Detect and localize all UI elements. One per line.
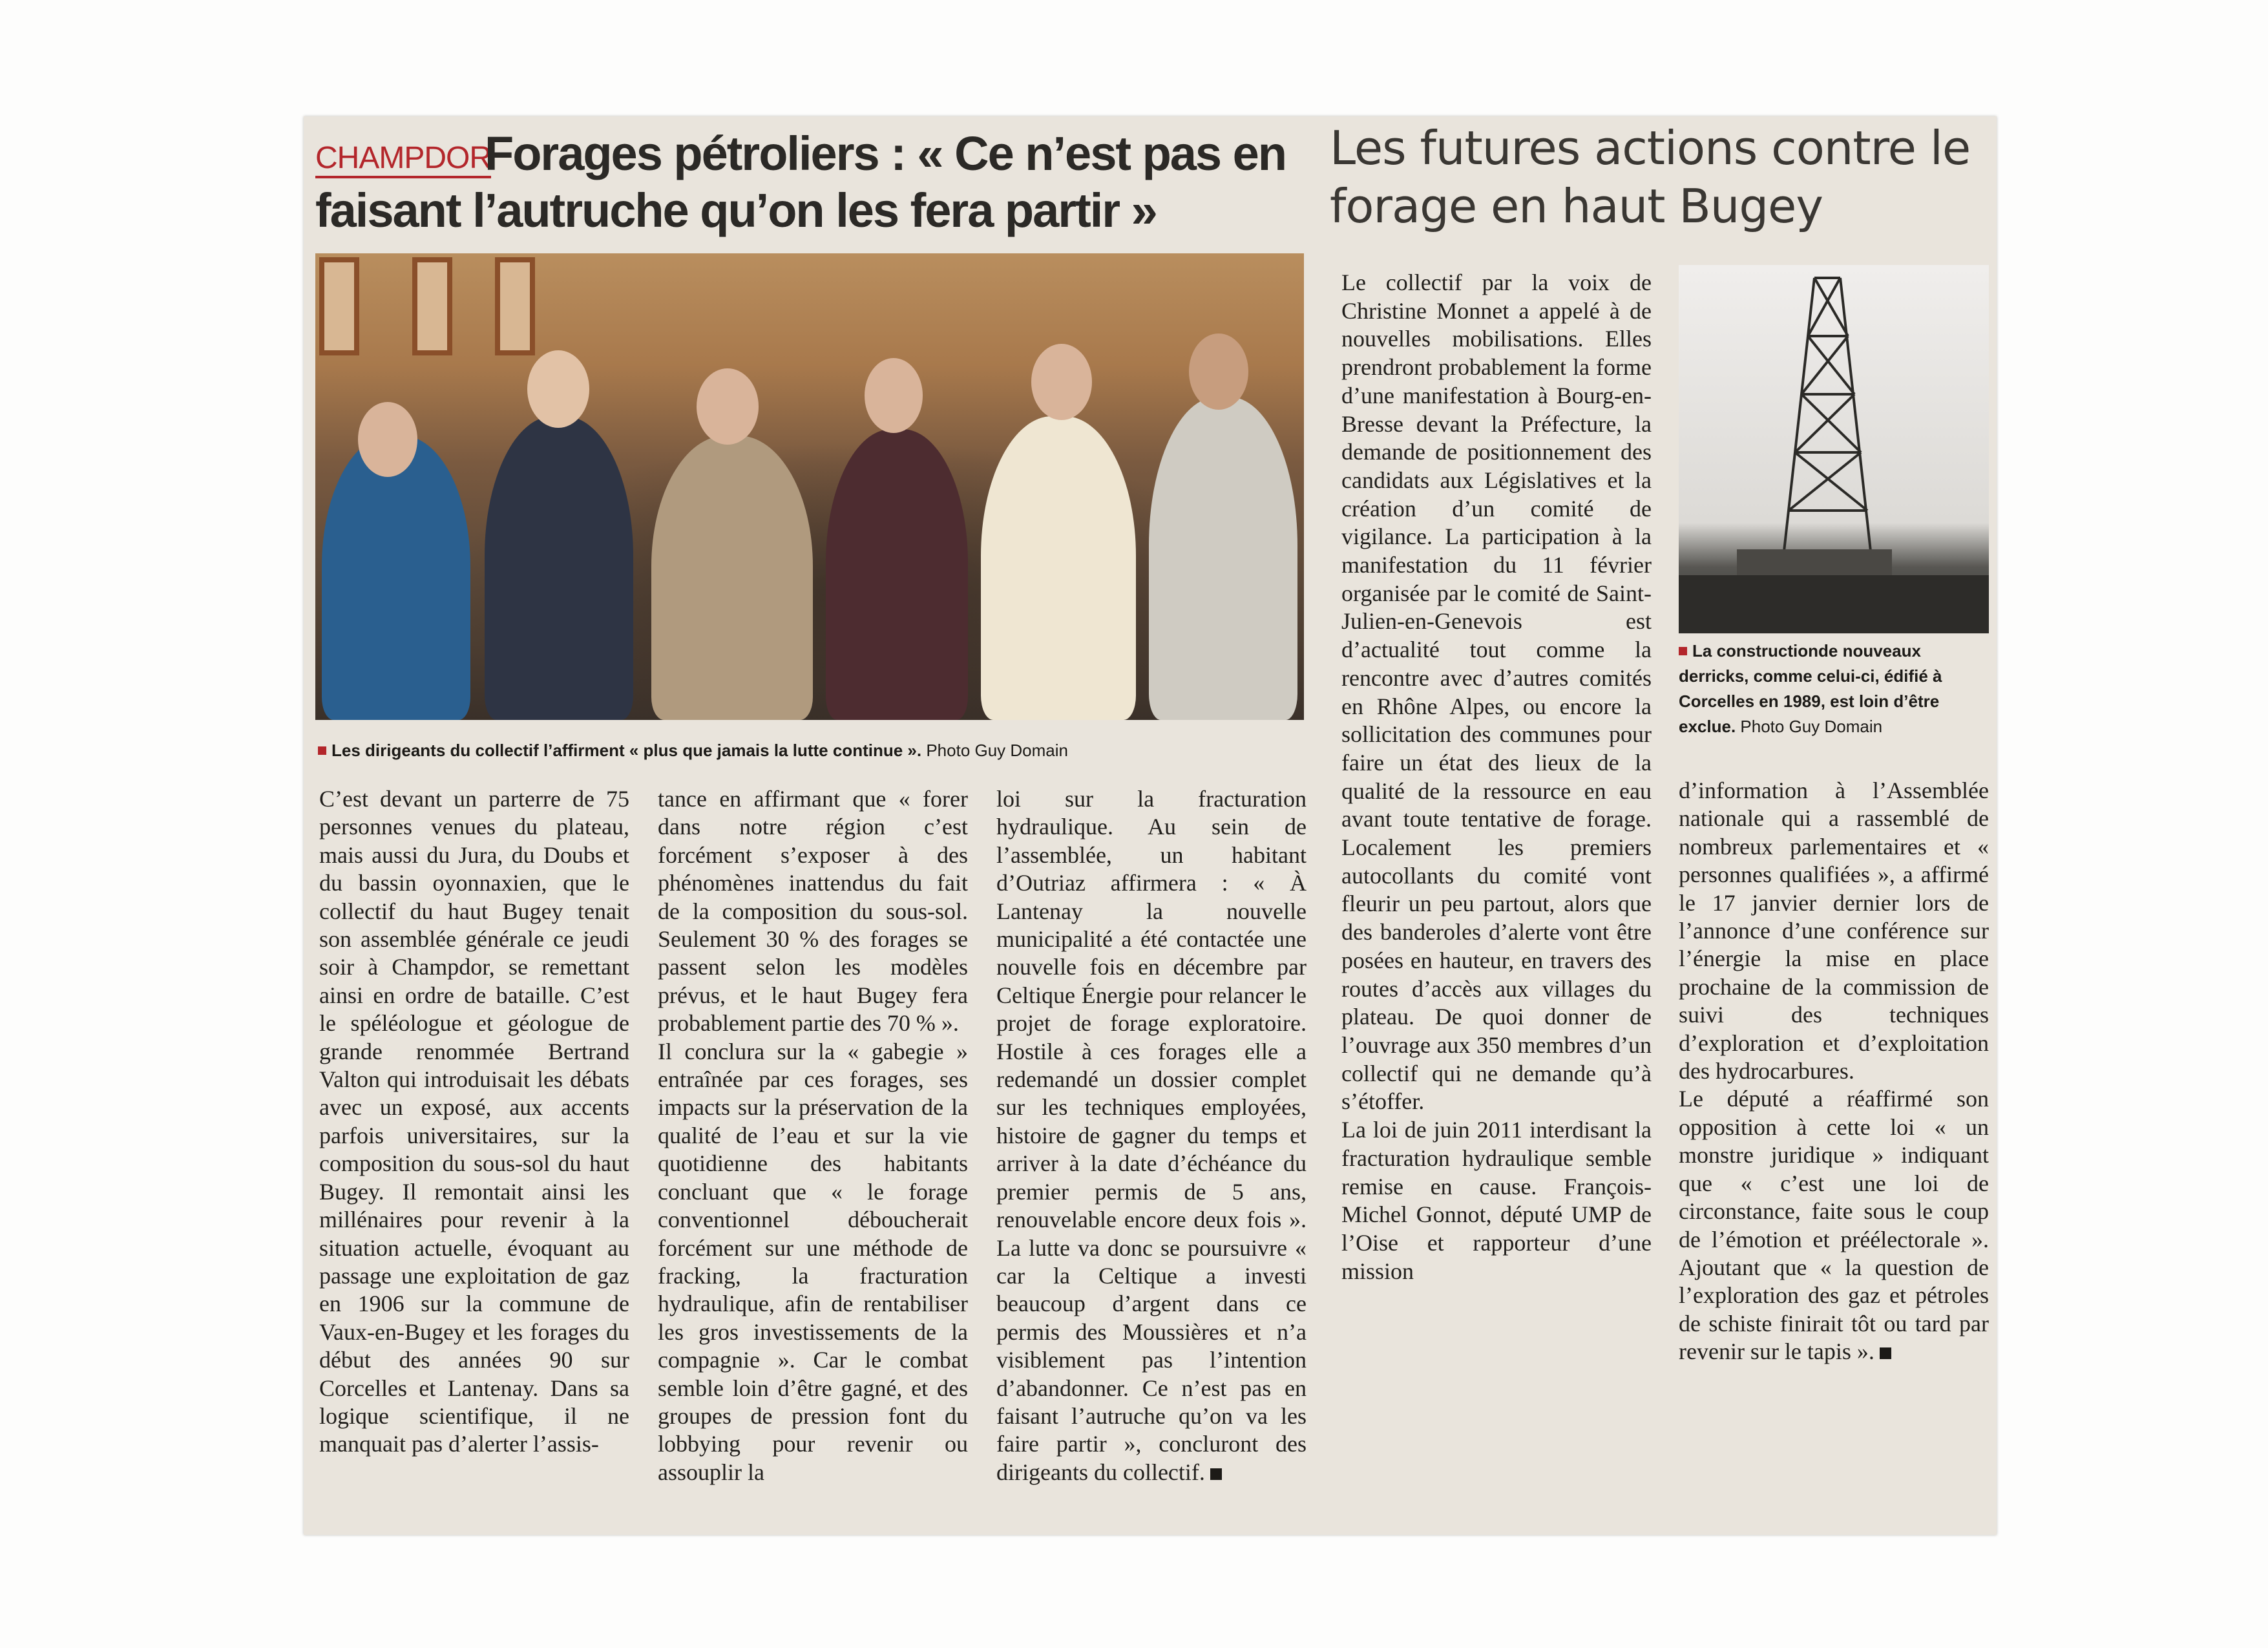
window-frame (495, 257, 535, 355)
end-mark (1880, 1347, 1891, 1359)
person-head (1031, 344, 1092, 420)
article-column-3 (996, 785, 1307, 1486)
article-paragraph: C’est devant un parterre de 75 personnes venues du plateau, mais aussi du Jura, du Doubs et du bassin oyonnaxien, que le collectif du haut Bugey tenait son assemblée générale ce jeudi soir à Champdor, se remettant ainsi en ordre de bataille. C’est le spéléologue et géologue de grande renommée Bertrand Valton qui introduisait les débats avec un exposé, aux accents parfois universitaires, sur la composition du sous-sol du haut Bugey. Il remontait ainsi les millénaires pour revenir à la situation actuelle, évoquant au passage une exploitation de gaz en 1906 sur la commune de Vaux-en-Bugey et les forages du début des années 90 sur Corcelles et Lantenay. Dans sa logique scientifique, il ne manquait pas d’alerter l’assis- (319, 786, 629, 1457)
derrick-photo (1679, 265, 1989, 633)
article-text: loi sur la fracturation hydraulique. Au sein de l’assemblée, un habitant d’Outriaz affirmera : « À Lantenay la nouvelle municipalité a été contactée une nouvelle fois en décembre par Celtique Énergie pour relancer le projet de forage exploratoire. Hostile à ces forages elle a redemandé un dossier complet sur les techniques employées, histoire de gagner du temps et arriver à la date d’échéance du premier permis de 5 ans, renouvelable encore deux fois ». La lutte va donc se poursuivre « car la Celtique a investi beaucoup d’argent dans ce permis des Moussières et n’a visiblement pas l’intention d’abandonner. Ce n’est pas en faisant l’autruche qu’on va les faire partir », concluront des dirigeants du collectif. (996, 786, 1307, 1485)
sidebar-title: Les futures actions contre le forage en haut Bugey (1330, 121, 1971, 233)
person-head (1189, 333, 1248, 410)
photo-credit: Photo Guy Domain (926, 741, 1068, 760)
caption-text: La constructionde nouveaux derricks, comme celui-ci, édifié à Corcelles en 1989, est loin d’être exclue. (1679, 641, 1942, 736)
newspaper-clipping (304, 116, 1997, 1535)
photo-caption-main (318, 738, 1307, 763)
person-head (527, 350, 589, 428)
sidebar-column-1 (1341, 269, 1652, 1285)
article-paragraph: Il conclura sur la « gabegie » entraînée par ces forages, ses impacts sur la préservation de la qualité de l’eau et sur la vie quotidienne des habitants concluant que « le forage conventionnel déboucherait forcément sur une méthode de fracking, la fracturation hydraulique, afin de rentabiliser les gros investissements de la compagnie ». Car le combat semble loin d’être gagné, et des groupes de pression font du lobbying pour revenir ou assouplir la (658, 1038, 968, 1485)
sidebar-column-2 (1679, 777, 1989, 1366)
person-figure (651, 436, 813, 720)
sidebar-paragraph: Le collectif par la voix de Christine Monnet a appelé à de nouvelles mobilisations. Elles prendront probablement la forme d’une manifestation à Bourg-en-Bresse devant la Préfecture, la demande de positionnement des candidats aux Législatives et la création d’un comité de vigilance. La participation à la manifestation du 11 février organisée par le comité de Saint-Julien-en-Genevois est d’actualité tout comme la rencontre avec d’autres comités en Rhône Alpes, ou encore la sollicitation des communes pour faire un état des lieux de la qualité de la ressource en eau avant toute tentative de forage. Localement les premiers autocollants du comité vont fleurir un peu partout, alors que des banderoles d’alerte vont être posées en hauteur, en travers des routes d’accès aux villages du plateau. De quoi donner de l’ouvrage aux 350 membres d’un collectif qui ne demande qu’à s’étoffer. (1341, 269, 1652, 1115)
caption-marker (1679, 647, 1687, 655)
caption-text: Les dirigeants du collectif l’affirment « plus que jamais la lutte continue ». (331, 741, 922, 760)
person-figure (322, 436, 470, 720)
photo-caption-derrick (1679, 639, 1995, 739)
sidebar-paragraph (1679, 1085, 1989, 1366)
article-column-1 (319, 785, 629, 1459)
person-head (865, 358, 923, 433)
audience-photo (315, 253, 1304, 720)
caption-marker (318, 746, 326, 755)
article-column-2 (658, 785, 968, 1486)
article-paragraph (996, 785, 1307, 1486)
sidebar-text: Le député a réaffirmé son opposition à cette loi « un monstre juridique » indiquant que « c’est une loi de circonstance, faite sous le coup de l’émotion et préélectorale ». Ajoutant que « la question de l’exploration des gaz et pétroles de schiste finirait tôt ou tard par revenir sur le tapis ». (1679, 1086, 1989, 1365)
window-frame (412, 257, 452, 355)
window-frame (319, 257, 359, 355)
person-head (358, 402, 417, 477)
person-figure (485, 416, 633, 720)
article-headline: Forages pétroliers : « Ce n’est pas en faisant l’autruche qu’on les fera partir » (315, 127, 1286, 237)
person-head (697, 368, 759, 445)
person-figure (1149, 397, 1297, 720)
sidebar-paragraph: La loi de juin 2011 interdisant la fracturation hydraulique semble remise en cause. François-Michel Gonnot, député UMP de l’Oise et rapporteur d’une mission (1341, 1117, 1652, 1284)
article-paragraph: tance en affirmant que « forer dans notre région c’est forcément s’exposer à des phénomènes inattendus du fait de la composition du sous-sol. Seulement 30 % des forages se passent selon les modèles prévus, et le haut Bugey fera probablement partie des 70 % ». (658, 786, 968, 1037)
photo-credit: Photo Guy Domain (1740, 717, 1883, 736)
section-kicker: CHAMPDOR (315, 140, 491, 178)
end-mark (1210, 1468, 1222, 1480)
person-figure (826, 429, 968, 720)
sidebar-paragraph: d’information à l’Assemblée nationale qui a rassemblé de nombreux parlementaires et « personnes qualifiées », a affirmé le 17 janvier dernier lors de l’annonce d’une conférence sur l’énergie la mise en place prochaine de la commission de suivi des techniques d’exploration et d’exploitation des hydrocarbures. (1679, 777, 1989, 1084)
derrick-drawing (1679, 265, 1989, 633)
person-figure (981, 416, 1136, 720)
